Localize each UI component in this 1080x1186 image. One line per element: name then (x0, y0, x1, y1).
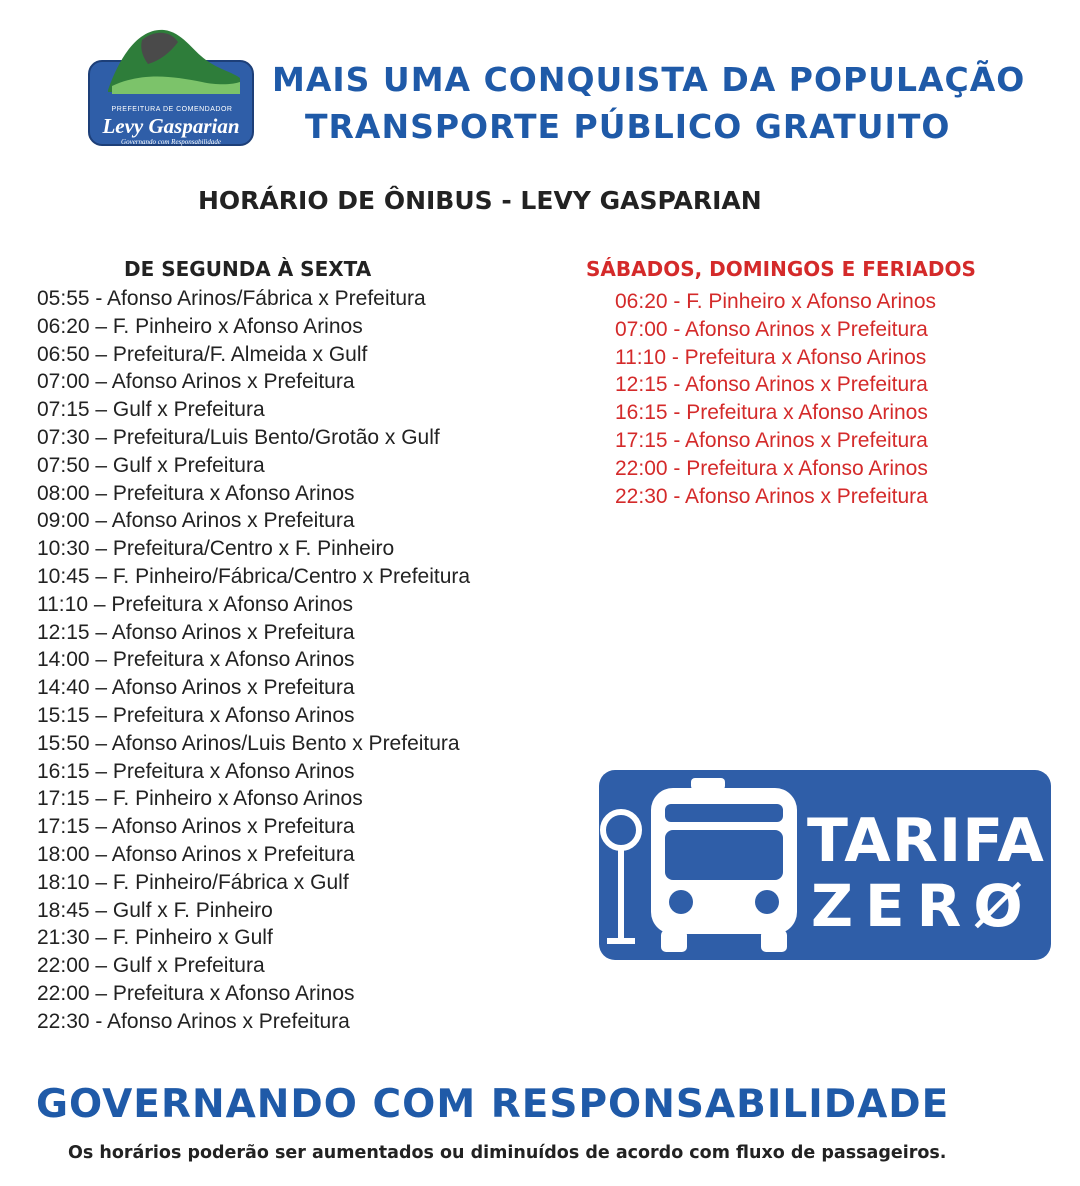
weekday-title: DE SEGUNDA À SEXTA (124, 257, 372, 281)
schedule-item: 17:15 - Afonso Arinos x Prefeitura (615, 428, 928, 452)
schedule-item: 07:00 – Afonso Arinos x Prefeitura (37, 370, 355, 394)
schedule-item: 18:45 – Gulf x F. Pinheiro (37, 898, 273, 922)
schedule-item: 14:00 – Prefeitura x Afonso Arinos (37, 648, 355, 672)
weekday-schedule-list (37, 285, 470, 1036)
schedule-item: 06:20 - F. Pinheiro x Afonso Arinos (615, 290, 937, 313)
schedule-title: HORÁRIO DE ÔNIBUS - LEVY GASPARIAN (198, 186, 762, 215)
headline-transporte: TRANSPORTE PÚBLICO GRATUITO (305, 107, 951, 146)
logo-slogan: Governando com Responsabilidade (121, 138, 221, 146)
schedule-item: 18:10 – F. Pinheiro/Fábrica x Gulf (37, 870, 349, 894)
bus-stop-icon (599, 770, 809, 960)
logo-prefeitura-text: PREFEITURA DE COMENDADOR (111, 106, 233, 113)
schedule-item: 11:10 - Prefeitura x Afonso Arinos (615, 345, 927, 369)
tarifa-text: TARIFA (807, 806, 1045, 876)
prefeitura-logo (88, 20, 256, 148)
schedule-item: 08:00 – Prefeitura x Afonso Arinos (37, 481, 355, 505)
schedule-item: 07:50 – Gulf x Prefeitura (37, 453, 265, 477)
weekend-title: SÁBADOS, DOMINGOS E FERIADOS (586, 257, 976, 281)
schedule-item: 07:00 - Afonso Arinos x Prefeitura (615, 317, 928, 341)
schedule-item: 21:30 – F. Pinheiro x Gulf (37, 926, 273, 950)
footer-note: Os horários poderão ser aumentados ou diminuídos de acordo com fluxo de passageiros. (68, 1143, 947, 1163)
weekend-schedule-list (615, 288, 936, 510)
tarifa-zero-badge (599, 770, 1051, 960)
schedule-item: 22:00 – Gulf x Prefeitura (37, 954, 265, 978)
schedule-item: 10:30 – Prefeitura/Centro x F. Pinheiro (37, 537, 395, 561)
schedule-item: 22:00 – Prefeitura x Afonso Arinos (37, 981, 355, 1005)
zero-text: ZERØ (811, 872, 1035, 940)
schedule-item: 12:15 - Afonso Arinos x Prefeitura (615, 373, 928, 397)
schedule-item: 16:15 - Prefeitura x Afonso Arinos (615, 401, 928, 425)
schedule-item: 22:00 - Prefeitura x Afonso Arinos (615, 456, 928, 480)
schedule-item: 17:15 – Afonso Arinos x Prefeitura (37, 815, 355, 839)
schedule-item: 15:50 – Afonso Arinos/Luis Bento x Prefeitura (37, 731, 460, 755)
schedule-item: 22:30 - Afonso Arinos x Prefeitura (615, 484, 928, 508)
headline-conquista: MAIS UMA CONQUISTA DA POPULAÇÃO (272, 60, 1026, 99)
schedule-item: 11:10 – Prefeitura x Afonso Arinos (37, 592, 353, 616)
schedule-item: 09:00 – Afonso Arinos x Prefeitura (37, 509, 355, 533)
schedule-item: 18:00 – Afonso Arinos x Prefeitura (37, 842, 355, 866)
schedule-item: 05:55 - Afonso Arinos/Fábrica x Prefeitura (37, 287, 426, 310)
schedule-item: 06:50 – Prefeitura/F. Almeida x Gulf (37, 342, 368, 366)
schedule-item: 14:40 – Afonso Arinos x Prefeitura (37, 676, 355, 700)
schedule-item: 06:20 – F. Pinheiro x Afonso Arinos (37, 314, 363, 338)
schedule-item: 16:15 – Prefeitura x Afonso Arinos (37, 759, 355, 783)
footer-slogan: GOVERNANDO COM RESPONSABILIDADE (36, 1082, 950, 1127)
schedule-item: 10:45 – F. Pinheiro/Fábrica/Centro x Prefeitura (37, 564, 471, 588)
schedule-item: 22:30 - Afonso Arinos x Prefeitura (37, 1009, 350, 1033)
schedule-item: 15:15 – Prefeitura x Afonso Arinos (37, 703, 355, 727)
logo-name: Levy Gasparian (102, 114, 240, 138)
schedule-item: 07:30 – Prefeitura/Luis Bento/Grotão x Gulf (37, 425, 440, 449)
mountain-icon (102, 20, 242, 100)
schedule-item: 12:15 – Afonso Arinos x Prefeitura (37, 620, 355, 644)
schedule-item: 17:15 – F. Pinheiro x Afonso Arinos (37, 787, 363, 811)
schedule-item: 07:15 – Gulf x Prefeitura (37, 398, 265, 422)
